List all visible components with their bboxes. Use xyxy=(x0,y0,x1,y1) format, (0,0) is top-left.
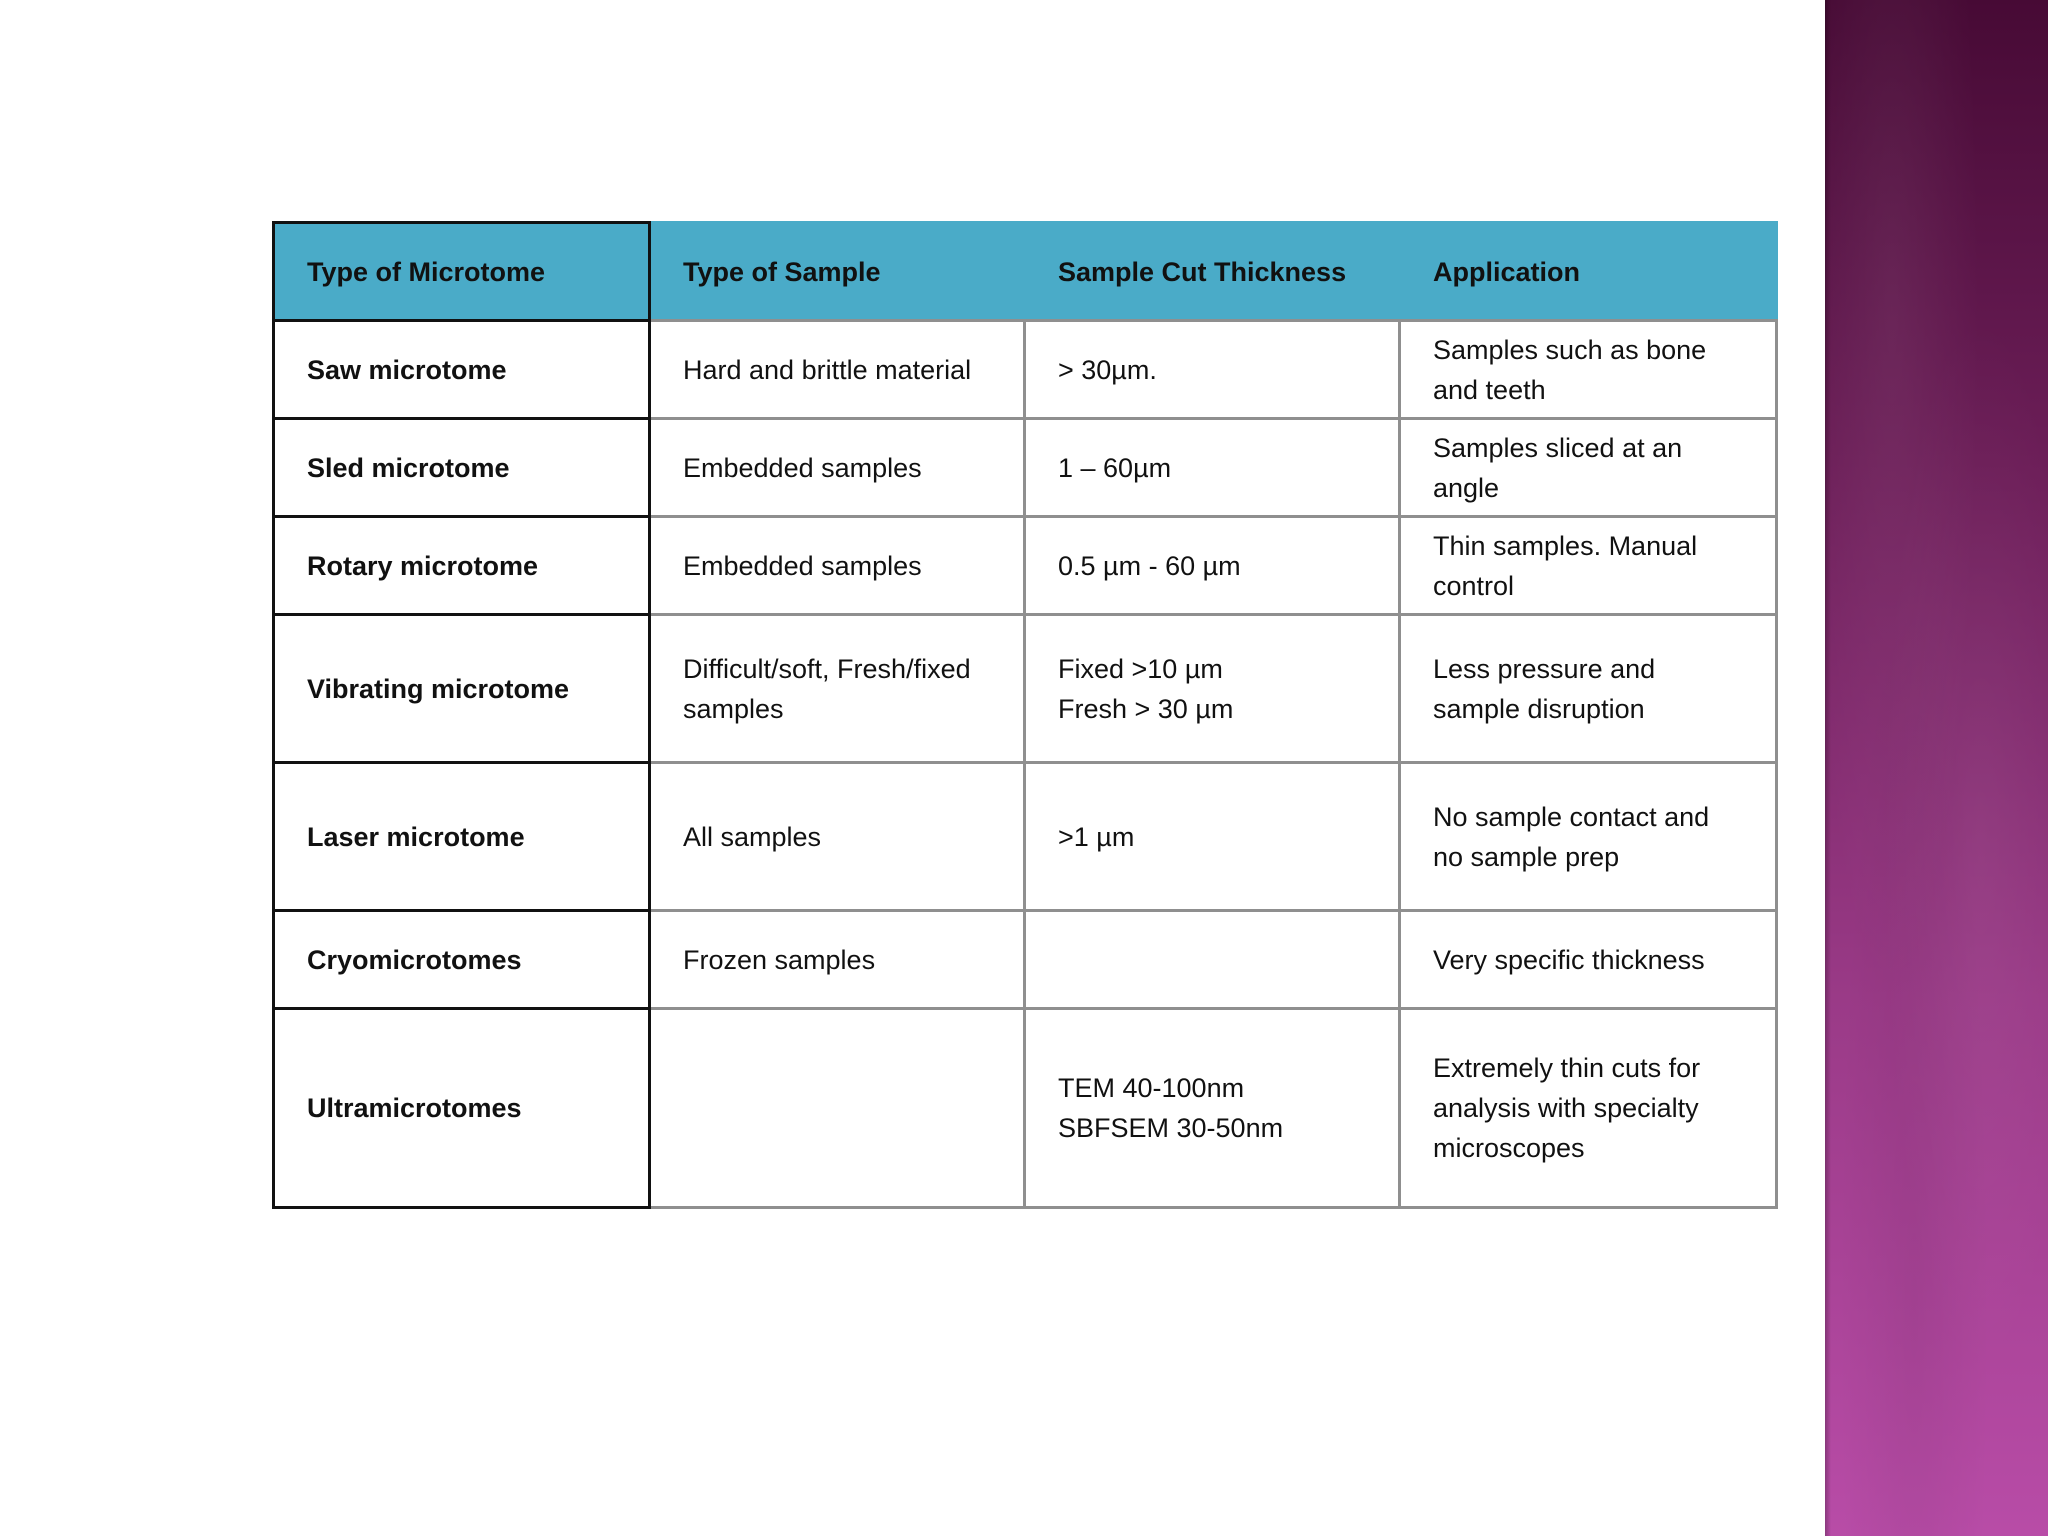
table-row xyxy=(274,763,1777,911)
header-sample-cut-thickness: Sample Cut Thickness xyxy=(1025,223,1400,321)
cell-application: No sample contact and no sample prep xyxy=(1400,763,1777,911)
cell-sample-type: All samples xyxy=(650,763,1025,911)
cell-sample-type: Difficult/soft, Fresh/fixed samples xyxy=(650,615,1025,763)
table-row xyxy=(274,615,1777,763)
table-body xyxy=(274,321,1777,1208)
cell-cut-thickness: 1 – 60µm xyxy=(1025,419,1400,517)
table-row xyxy=(274,1009,1777,1208)
cell-sample-type: Hard and brittle material xyxy=(650,321,1025,419)
cell-application: Very specific thickness xyxy=(1400,911,1777,1009)
table-row xyxy=(274,517,1777,615)
cell-cut-thickness: > 30µm. xyxy=(1025,321,1400,419)
microtome-comparison-table xyxy=(272,221,1778,1209)
table-row xyxy=(274,321,1777,419)
cell-application: Extremely thin cuts for analysis with specialty microscopes xyxy=(1400,1009,1777,1208)
cell-cut-thickness: 0.5 µm - 60 µm xyxy=(1025,517,1400,615)
cell-microtome-type: Sled microtome xyxy=(274,419,650,517)
cell-application: Thin samples. Manual control xyxy=(1400,517,1777,615)
cell-application: Less pressure and sample disruption xyxy=(1400,615,1777,763)
cell-sample-type: Embedded samples xyxy=(650,419,1025,517)
cell-microtome-type: Vibrating microtome xyxy=(274,615,650,763)
cell-sample-type xyxy=(650,1009,1025,1208)
cell-microtome-type: Cryomicrotomes xyxy=(274,911,650,1009)
cell-cut-thickness xyxy=(1025,911,1400,1009)
cell-sample-type: Embedded samples xyxy=(650,517,1025,615)
header-type-of-sample: Type of Sample xyxy=(650,223,1025,321)
cell-cut-thickness: TEM 40-100nm SBFSEM 30-50nm xyxy=(1025,1009,1400,1208)
cell-microtome-type: Ultramicrotomes xyxy=(274,1009,650,1208)
decorative-gradient-sidebar xyxy=(1825,0,2048,1536)
cell-application: Samples sliced at an angle xyxy=(1400,419,1777,517)
header-type-of-microtome: Type of Microtome xyxy=(274,223,650,321)
header-row xyxy=(274,223,1777,321)
table-row xyxy=(274,419,1777,517)
cell-microtome-type: Laser microtome xyxy=(274,763,650,911)
cell-microtome-type: Rotary microtome xyxy=(274,517,650,615)
cell-microtome-type: Saw microtome xyxy=(274,321,650,419)
cell-cut-thickness: Fixed >10 µm Fresh > 30 µm xyxy=(1025,615,1400,763)
cell-sample-type: Frozen samples xyxy=(650,911,1025,1009)
header-application: Application xyxy=(1400,223,1777,321)
table-row xyxy=(274,911,1777,1009)
cell-cut-thickness: >1 µm xyxy=(1025,763,1400,911)
table-header xyxy=(274,223,1777,321)
cell-application: Samples such as bone and teeth xyxy=(1400,321,1777,419)
